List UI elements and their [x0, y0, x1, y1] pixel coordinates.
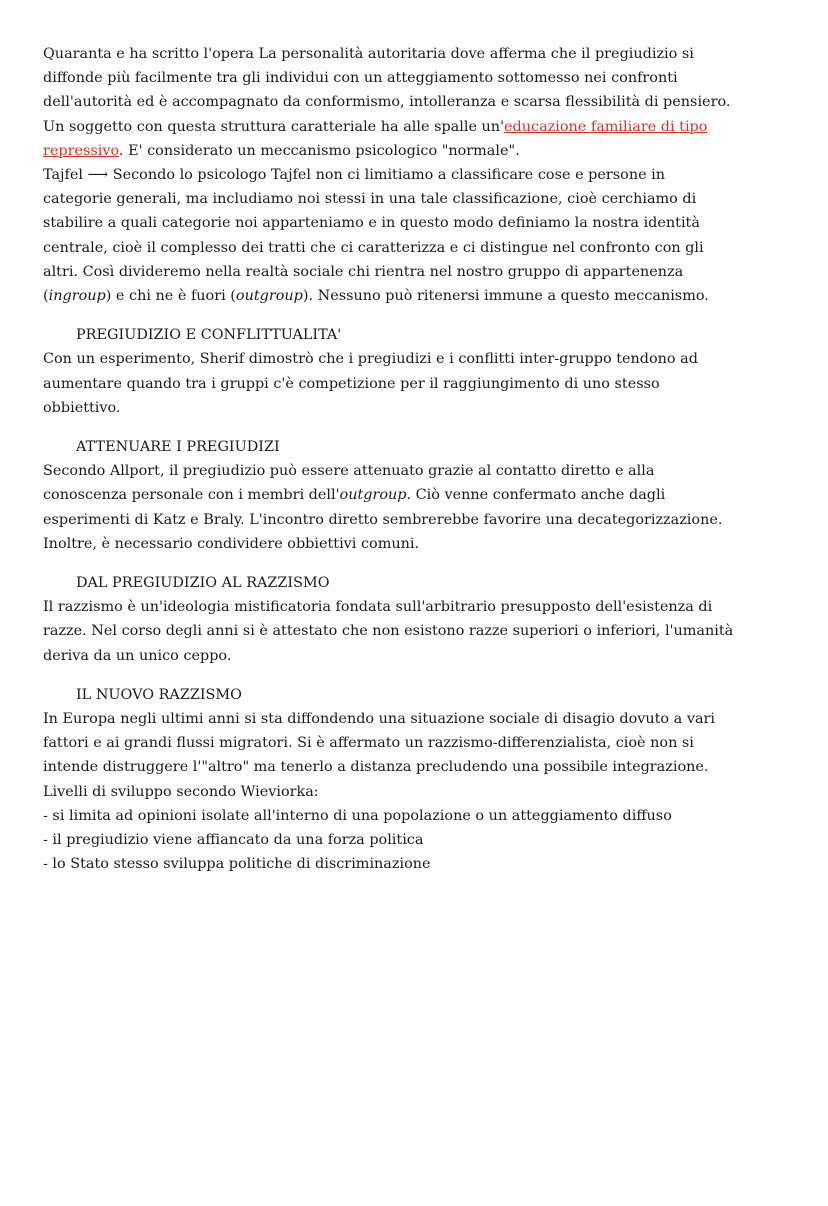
tajfel-paragraph [43, 163, 788, 308]
text-line: razze. Nel corso degli anni si è attestato che non esistono razze superiori o inferiori, l'umanità [43, 623, 734, 640]
text-fragment: ( [43, 288, 49, 305]
repressivo-link[interactable]: repressivo [43, 142, 119, 159]
conflittualita-paragraph [43, 347, 788, 420]
text-line: deriva da un unico ceppo. [43, 647, 232, 664]
text-line: Quaranta e ha scritto l'opera La personalità autoritaria dove afferma che il pregiudizio si [43, 46, 694, 62]
document-page [43, 42, 788, 877]
section-heading-attenuare: ATTENUARE I PREGIUDIZI [76, 439, 280, 456]
text-line: Secondo Allport, il pregiudizio può essere attenuato grazie al contatto diretto e alla [43, 463, 655, 480]
text-line: In Europa negli ultimi anni si sta diffondendo una situazione sociale di disagio dovuto a vari [43, 711, 716, 728]
text-line: Inoltre, è necessario condividere obbiettivi comuni. [43, 535, 420, 552]
section-heading-razzismo: DAL PREGIUDIZIO AL RAZZISMO [76, 575, 330, 592]
outgroup-term: outgroup [235, 288, 303, 305]
text-line: altri. Così divideremo nella realtà sociale chi rientra nel nostro gruppo di appartenenza [43, 263, 684, 280]
text-line: intende distruggere l'"altro" ma tenerlo a distanza precludendo una possibile integrazione. [43, 759, 709, 776]
section-heading-conflittualita: PREGIUDIZIO E CONFLITTUALITA' [76, 327, 342, 344]
text-line: stabilire a quali categorie noi apparteniamo e in questo modo definiamo la nostra identità [43, 215, 700, 232]
text-line [43, 115, 788, 139]
text-line [43, 139, 788, 163]
outgroup-term: outgroup [339, 487, 407, 504]
ingroup-term: ingroup [48, 288, 106, 305]
list-item: - si limita ad opinioni isolate all'interno di una popolazione o un atteggiamento diffuso [43, 807, 672, 824]
text-line: Livelli di sviluppo secondo Wieviorka: [43, 783, 319, 800]
list-item: - il pregiudizio viene affiancato da una forza politica [43, 832, 424, 849]
text-line: dell'autorità ed è accompagnato da conformismo, intolleranza e scarsa flessibilità di pensiero. [43, 94, 731, 111]
text-line [43, 483, 788, 507]
text-fragment: . E' considerato un meccanismo psicologico "normale". [118, 142, 520, 159]
text-line: diffonde più facilmente tra gli individui con un atteggiamento sottomesso nei confronti [43, 70, 678, 87]
razzismo-paragraph [43, 595, 788, 668]
text-line [43, 284, 788, 308]
text-fragment: ). Nessuno può ritenersi immune a questo meccanismo. [302, 288, 709, 305]
section-heading-nuovo-razzismo: IL NUOVO RAZZISMO [76, 686, 242, 703]
text-fragment: . Ciò venne confermato anche dagli [406, 487, 666, 504]
nuovo-razzismo-paragraph [43, 707, 788, 876]
text-line: obbiettivo. [43, 399, 121, 416]
text-fragment: Un soggetto con questa struttura caratteriale ha alle spalle un' [43, 118, 505, 135]
text-line: aumentare quando tra i gruppi c'è competizione per il raggiungimento di uno stesso [43, 375, 660, 392]
text-line: esperimenti di Katz e Braly. L'incontro diretto sembrerebbe favorire una decategorizzazione. [43, 511, 723, 528]
text-line: fattori e ai grandi flussi migratori. Si è affermato un razzismo-differenzialista, cioè non si [43, 735, 694, 752]
attenuare-paragraph [43, 459, 788, 556]
educazione-familiare-link[interactable]: educazione familiare di tipo [504, 118, 708, 135]
text-line: categorie generali, ma includiamo noi stessi in una tale classificazione, cioè cerchiamo di [43, 191, 697, 208]
text-line: Con un esperimento, Sherif dimostrò che i pregiudizi e i conflitti inter-gruppo tendono ad [43, 351, 698, 368]
text-line: centrale, cioè il complesso dei tratti che ci caratterizza e ci distingue nel confronto con gli [43, 239, 704, 256]
list-item: - lo Stato stesso sviluppa politiche di discriminazione [43, 856, 431, 873]
text-line: Tajfel ⟶ Secondo lo psicologo Tajfel non ci limitiamo a classificare cose e persone in [43, 167, 666, 184]
intro-paragraph [43, 42, 788, 163]
text-line: Il razzismo è un'ideologia mistificatoria fondata sull'arbitrario presupposto dell'esistenza di [43, 599, 713, 616]
text-fragment: conoscenza personale con i membri dell' [43, 487, 340, 504]
text-fragment: ) e chi ne è fuori ( [105, 288, 236, 305]
